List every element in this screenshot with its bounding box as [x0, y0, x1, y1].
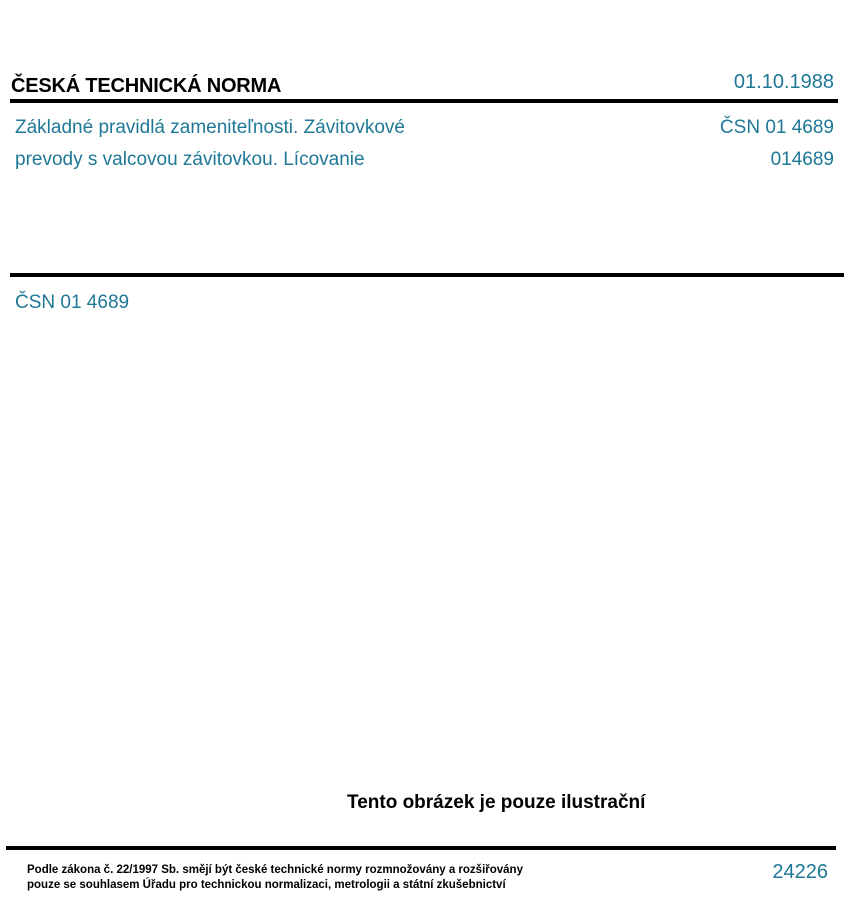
standard-type-label: ČESKÁ TECHNICKÁ NORMA — [11, 75, 282, 97]
effective-date: 01.10.1988 — [733, 71, 834, 93]
illustration-notice: Tento obrázek je pouze ilustrační — [347, 792, 646, 813]
catalog-number: 014689 — [770, 149, 834, 170]
title-divider — [10, 273, 844, 277]
standard-number: ČSN 01 4689 — [719, 117, 834, 138]
document-title-line-2: prevody s valcovou závitovkou. Lícovanie — [15, 149, 365, 170]
footer-code: 24226 — [772, 861, 828, 883]
legal-notice-line-2: pouze se souhlasem Úřadu pro technickou normalizaci, metrologii a státní zkušebnictví — [27, 879, 506, 891]
legal-notice-line-1: Podle zákona č. 22/1997 Sb. smějí být české technické normy rozmnožovány a rozšiřovány — [27, 864, 523, 876]
section-standard-number: ČSN 01 4689 — [15, 292, 130, 313]
header-divider — [10, 99, 838, 103]
document-title-line-1: Základné pravidlá zameniteľnosti. Závitovkové — [15, 117, 405, 138]
footer-divider — [6, 846, 836, 850]
